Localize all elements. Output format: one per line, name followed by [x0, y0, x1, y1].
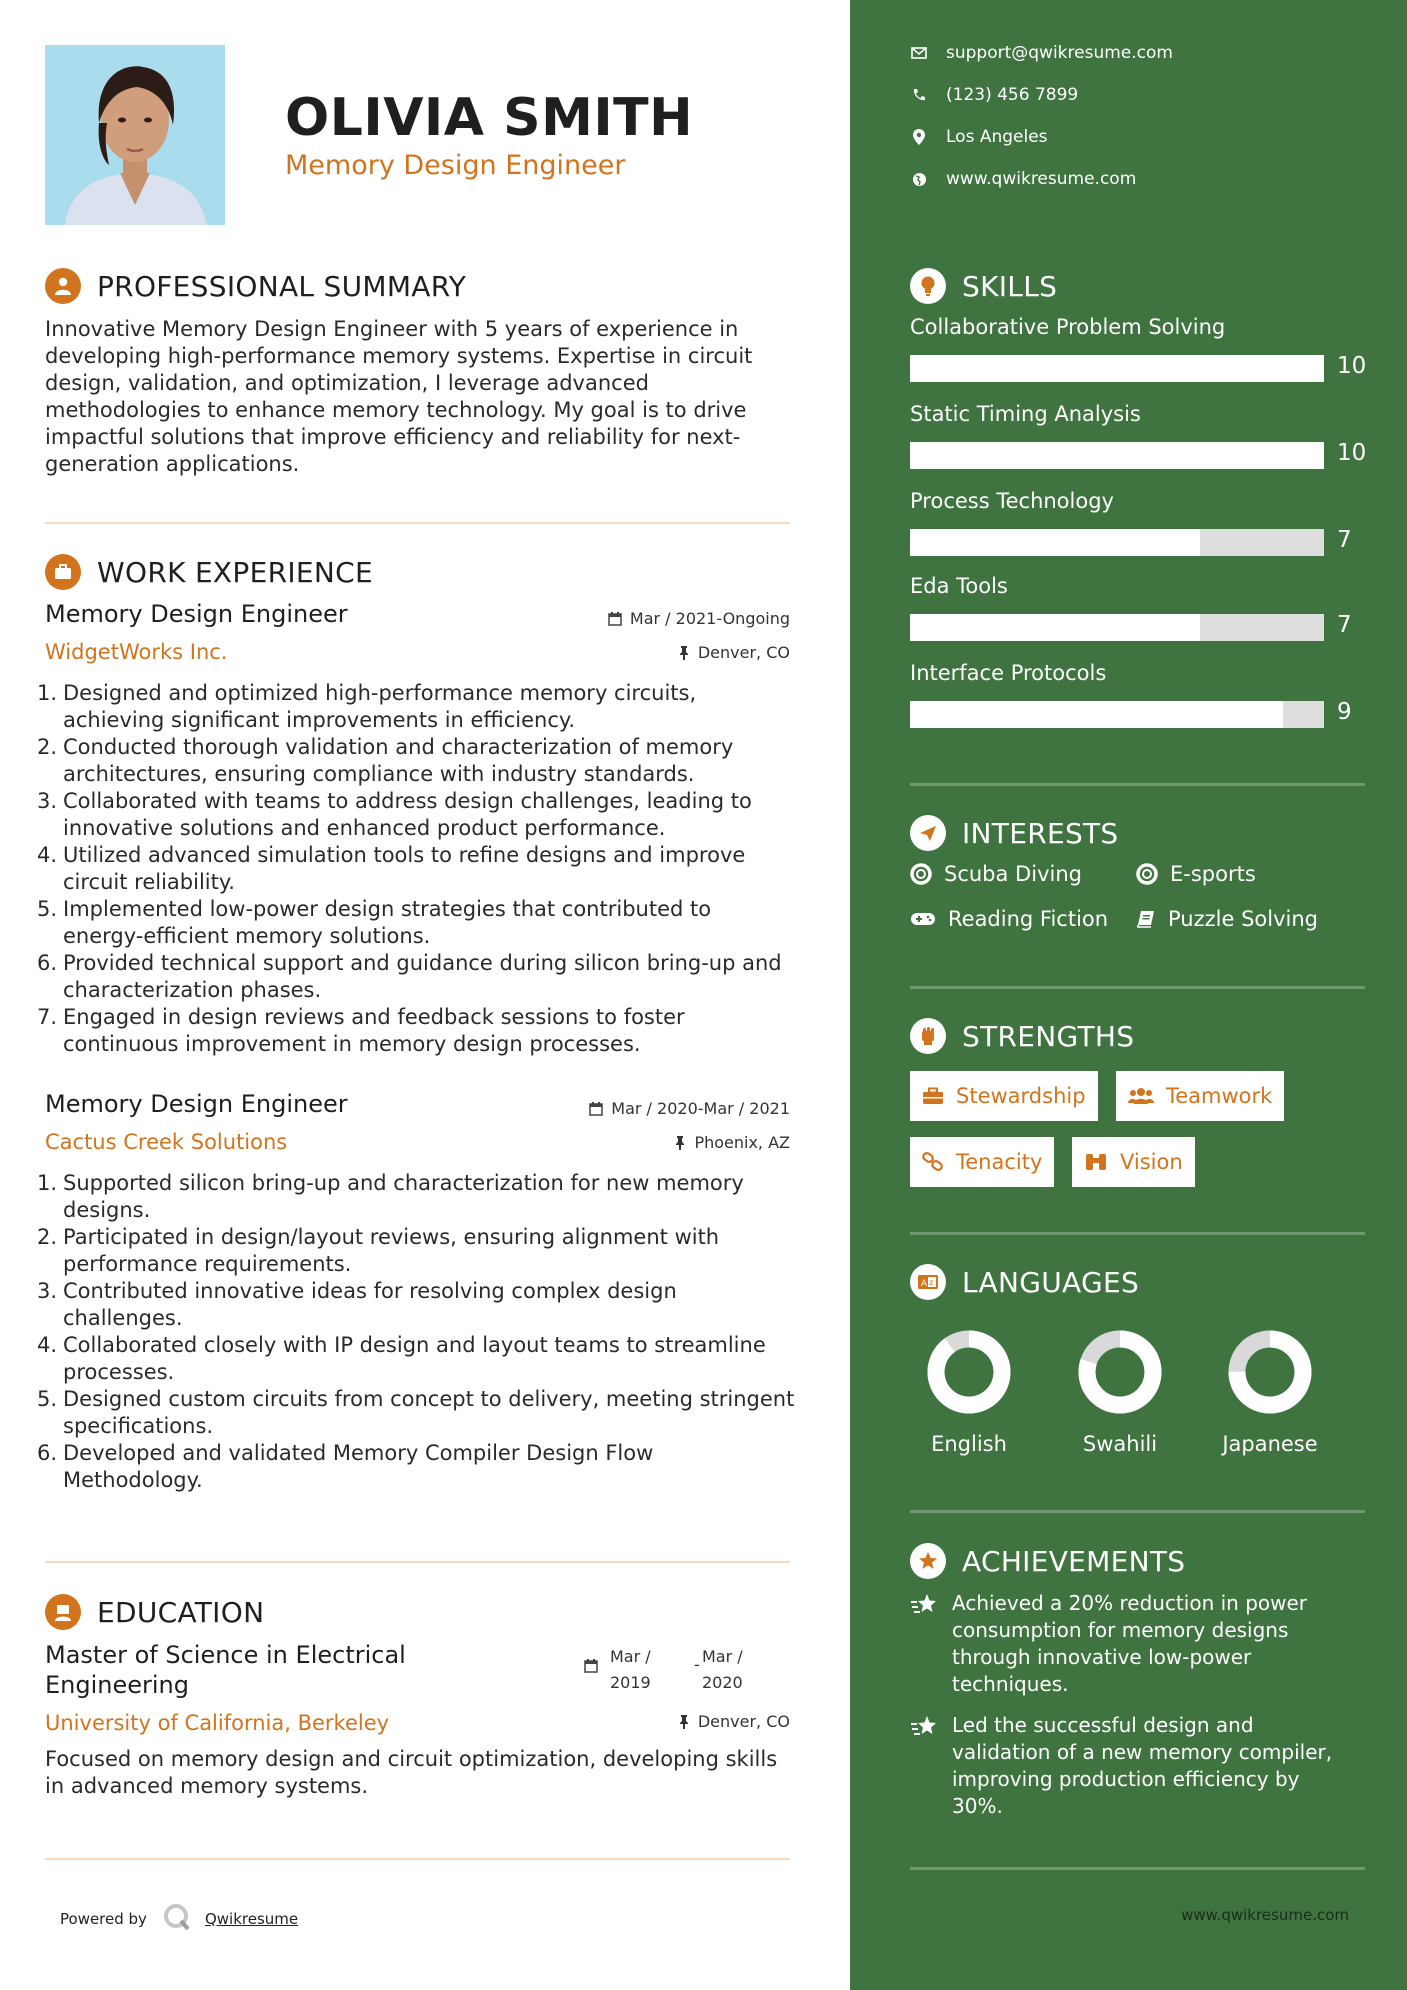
strength-label: Tenacity [956, 1150, 1043, 1174]
interest-label: Reading Fiction [948, 907, 1109, 931]
skill-bar [910, 442, 1324, 469]
skill-value: 10 [1337, 440, 1367, 466]
summary-line: design, validation, and optimization, I leverage advanced [45, 371, 649, 395]
briefcase-icon [922, 1087, 944, 1105]
degree-title [45, 1640, 406, 1700]
book-icon [1136, 909, 1156, 929]
company-name: Cactus Creek Solutions [45, 1130, 288, 1154]
powered-by-text: Powered by [60, 1910, 147, 1928]
edu-start-month: Mar / [610, 1647, 651, 1666]
language-label: Japanese [1222, 1432, 1318, 1456]
qwikresume-logo-icon [163, 1903, 191, 1935]
graduate-icon [45, 1594, 81, 1630]
edu-date-dash: - [694, 1655, 700, 1674]
strength-label: Vision [1120, 1150, 1183, 1174]
summary-line: generation applications. [45, 452, 300, 476]
list-item: 1. Supported silicon bring-up and characterization for new memory designs. [37, 1171, 744, 1222]
website-text[interactable]: www.qwikresume.com [946, 169, 1137, 189]
interest-label: E-sports [1170, 862, 1256, 886]
sidebar-divider [910, 1510, 1365, 1513]
summary-line: Innovative Memory Design Engineer with 5 years of experience in [45, 317, 739, 341]
sidebar-divider [910, 783, 1365, 786]
user-icon [45, 268, 81, 304]
edu-end-year: 2020 [702, 1673, 743, 1692]
map-marker-icon [910, 129, 928, 145]
list-item: 2. Participated in design/layout reviews, ensuring alignment with performance requirements. [37, 1225, 720, 1276]
achievement-line: validation of a new memory compiler, [952, 1740, 1333, 1764]
contact-email [910, 43, 1173, 63]
achievement-line: Led the successful design and [952, 1713, 1254, 1737]
degree-line: Engineering [45, 1671, 189, 1699]
link-icon [922, 1152, 944, 1172]
contact-location [910, 127, 1048, 147]
svg-text:z: z [929, 1278, 934, 1287]
skill-bar-fill [910, 614, 1200, 641]
achievement-line: Achieved a 20% reduction in power [952, 1591, 1308, 1615]
education-line: Focused on memory design and circuit optimization, developing skills [45, 1747, 778, 1771]
pin-icon [678, 645, 690, 660]
job-location-text: Denver, CO [697, 643, 790, 662]
binoculars-icon [1084, 1152, 1108, 1172]
interest-item [1136, 907, 1318, 931]
strengths-title: STRENGTHS [962, 1019, 1135, 1053]
interest-label: Puzzle Solving [1168, 907, 1318, 931]
job-duties [37, 1170, 797, 1494]
education-location-text: Denver, CO [697, 1712, 790, 1731]
job-dates [589, 1099, 790, 1118]
job-duties [37, 680, 797, 1058]
footer-website[interactable]: www.qwikresume.com [1181, 1906, 1349, 1924]
education-line: in advanced memory systems. [45, 1774, 369, 1798]
achievement-line: 30%. [952, 1794, 1003, 1818]
work-title: WORK EXPERIENCE [97, 555, 373, 589]
skill-value: 7 [1337, 612, 1352, 638]
list-item: 3. Collaborated with teams to address design challenges, leading to innovative solutions and enhanced product performance. [37, 789, 752, 840]
education-heading [45, 1594, 264, 1630]
summary-line: impactful solutions that improve efficiency and reliability for next- [45, 425, 741, 449]
pin-icon [674, 1135, 686, 1150]
list-item: 6. Provided technical support and guidance during silicon bring-up and characterization phases. [37, 951, 782, 1002]
qwikresume-link[interactable]: Qwikresume [204, 1910, 299, 1928]
interest-label: Scuba Diving [944, 862, 1082, 886]
work-heading [45, 554, 373, 590]
life-ring-icon [1136, 863, 1158, 885]
sidebar-divider [910, 1867, 1365, 1870]
skill-label: Interface Protocols [910, 661, 1107, 685]
skill-value: 7 [1337, 527, 1352, 553]
strength-label: Stewardship [956, 1084, 1086, 1108]
summary-title: PROFESSIONAL SUMMARY [97, 269, 467, 303]
briefcase-icon [45, 554, 81, 590]
skill-bar [910, 701, 1324, 728]
skill-bar [910, 529, 1324, 556]
summary-line: developing high-performance memory systems. Expertise in circuit [45, 344, 753, 368]
pin-icon [678, 1714, 690, 1729]
strength-tag [1072, 1137, 1195, 1187]
language-icon [910, 1264, 946, 1300]
interest-item [1136, 862, 1256, 886]
skill-bar-fill [910, 701, 1283, 728]
education-location [678, 1712, 790, 1731]
email-text[interactable]: support@qwikresume.com [946, 43, 1173, 63]
globe-icon [910, 172, 928, 187]
job-title: Memory Design Engineer [45, 1090, 348, 1118]
edu-start-year: 2019 [610, 1673, 651, 1692]
calendar-icon [589, 1101, 603, 1116]
lightbulb-icon [910, 268, 946, 304]
powered-by [60, 1903, 298, 1935]
fist-icon [910, 1018, 946, 1054]
languages-chart [910, 1320, 1365, 1480]
languages-title: LANGUAGES [962, 1265, 1140, 1299]
calendar-icon [584, 1658, 598, 1673]
list-item: 4. Collaborated closely with IP design and layout teams to streamline processes. [37, 1333, 766, 1384]
list-item: 5. Implemented low-power design strategies that contributed to energy-efficient memory solutions. [37, 897, 712, 948]
skill-bar-fill [910, 442, 1324, 469]
star-badge-icon [910, 1543, 946, 1579]
languages-heading [910, 1264, 1139, 1300]
skill-label: Process Technology [910, 489, 1114, 513]
skills-heading [910, 268, 1057, 304]
summary-heading [45, 268, 466, 304]
list-item: 7. Engaged in design reviews and feedback sessions to foster continuous improvement in memory design processes. [37, 1005, 685, 1056]
education-description [45, 1746, 790, 1800]
svg-text:A: A [921, 1279, 928, 1289]
skill-bar [910, 355, 1324, 382]
section-divider [45, 1561, 790, 1563]
achievement-line: consumption for memory designs [952, 1618, 1289, 1642]
skills-title: SKILLS [962, 269, 1058, 303]
strength-tag [910, 1071, 1098, 1121]
skill-bar [910, 614, 1324, 641]
interests-title: INTERESTS [962, 816, 1119, 850]
shooting-star-icon [910, 1714, 940, 1740]
degree-line: Master of Science in Electrical [45, 1641, 406, 1669]
sidebar-divider [910, 986, 1365, 989]
interests-heading [910, 815, 1119, 851]
shooting-star-icon [910, 1592, 940, 1618]
section-divider [45, 1858, 790, 1860]
skill-bar-fill [910, 529, 1200, 556]
strength-tag [910, 1137, 1054, 1187]
interest-item [910, 862, 1082, 886]
strengths-heading [910, 1018, 1134, 1054]
location-text: Los Angeles [946, 127, 1048, 147]
job-location [678, 643, 790, 662]
envelope-icon [910, 47, 928, 59]
sidebar [850, 0, 1407, 1990]
sidebar-divider [910, 1232, 1365, 1235]
phone-icon [910, 88, 928, 102]
job-location [674, 1133, 790, 1152]
achievement-line: through innovative low-power [952, 1645, 1252, 1669]
language-ring-level [936, 1339, 1002, 1405]
paper-plane-icon [910, 815, 946, 851]
summary-text [45, 316, 790, 478]
strength-label: Teamwork [1166, 1084, 1273, 1108]
skill-value: 9 [1337, 699, 1352, 725]
profile-photo [45, 45, 225, 225]
list-item: 6. Developed and validated Memory Compiler Design Flow Methodology. [37, 1441, 654, 1492]
skill-label: Eda Tools [910, 574, 1008, 598]
gamepad-icon [910, 910, 936, 928]
achievements-heading [910, 1543, 1185, 1579]
candidate-name: OLIVIA SMITH [285, 88, 694, 148]
job-dates-text: Mar / 2021-Ongoing [629, 609, 790, 628]
list-item: 3. Contributed innovative ideas for resolving complex design challenges. [37, 1279, 677, 1330]
calendar-icon [608, 611, 622, 626]
contact-website [910, 169, 1136, 189]
achievement-item [910, 1712, 1365, 1820]
skill-bar-fill [910, 355, 1324, 382]
interest-item [910, 907, 1108, 931]
skill-value: 10 [1337, 353, 1367, 379]
education-title: EDUCATION [97, 1595, 265, 1629]
section-divider [45, 522, 790, 524]
job-dates-text: Mar / 2020-Mar / 2021 [611, 1099, 790, 1118]
job-dates [608, 609, 790, 628]
list-item: 1. Designed and optimized high-performance memory circuits, achieving significant improvements in efficiency. [37, 681, 697, 732]
skill-label: Static Timing Analysis [910, 402, 1141, 426]
list-item: 2. Conducted thorough validation and characterization of memory architectures, ensuring compliance with industry standards. [37, 735, 734, 786]
language-label: English [931, 1432, 1007, 1456]
achievements-title: ACHIEVEMENTS [962, 1544, 1186, 1578]
achievement-line: techniques. [952, 1672, 1069, 1696]
school-name: University of California, Berkeley [45, 1711, 390, 1735]
phone-text[interactable]: (123) 456 7899 [946, 85, 1079, 105]
job-location-text: Phoenix, AZ [694, 1133, 790, 1152]
users-icon [1128, 1087, 1154, 1105]
strength-tag [1116, 1071, 1284, 1121]
company-name: WidgetWorks Inc. [45, 640, 228, 664]
list-item: 4. Utilized advanced simulation tools to refine designs and improve circuit reliability. [37, 843, 746, 894]
life-ring-icon [910, 863, 932, 885]
candidate-role: Memory Design Engineer [285, 150, 626, 181]
achievement-line: improving production efficiency by [952, 1767, 1300, 1791]
summary-line: methodologies to enhance memory technology. My goal is to drive [45, 398, 747, 422]
language-label: Swahili [1082, 1432, 1158, 1456]
contact-phone [910, 85, 1078, 105]
achievement-item [910, 1590, 1365, 1698]
skill-label: Collaborative Problem Solving [910, 315, 1226, 339]
job-title: Memory Design Engineer [45, 600, 348, 628]
edu-end-month: Mar / [702, 1647, 743, 1666]
list-item: 5. Designed custom circuits from concept to delivery, meeting stringent specifications. [37, 1387, 795, 1438]
